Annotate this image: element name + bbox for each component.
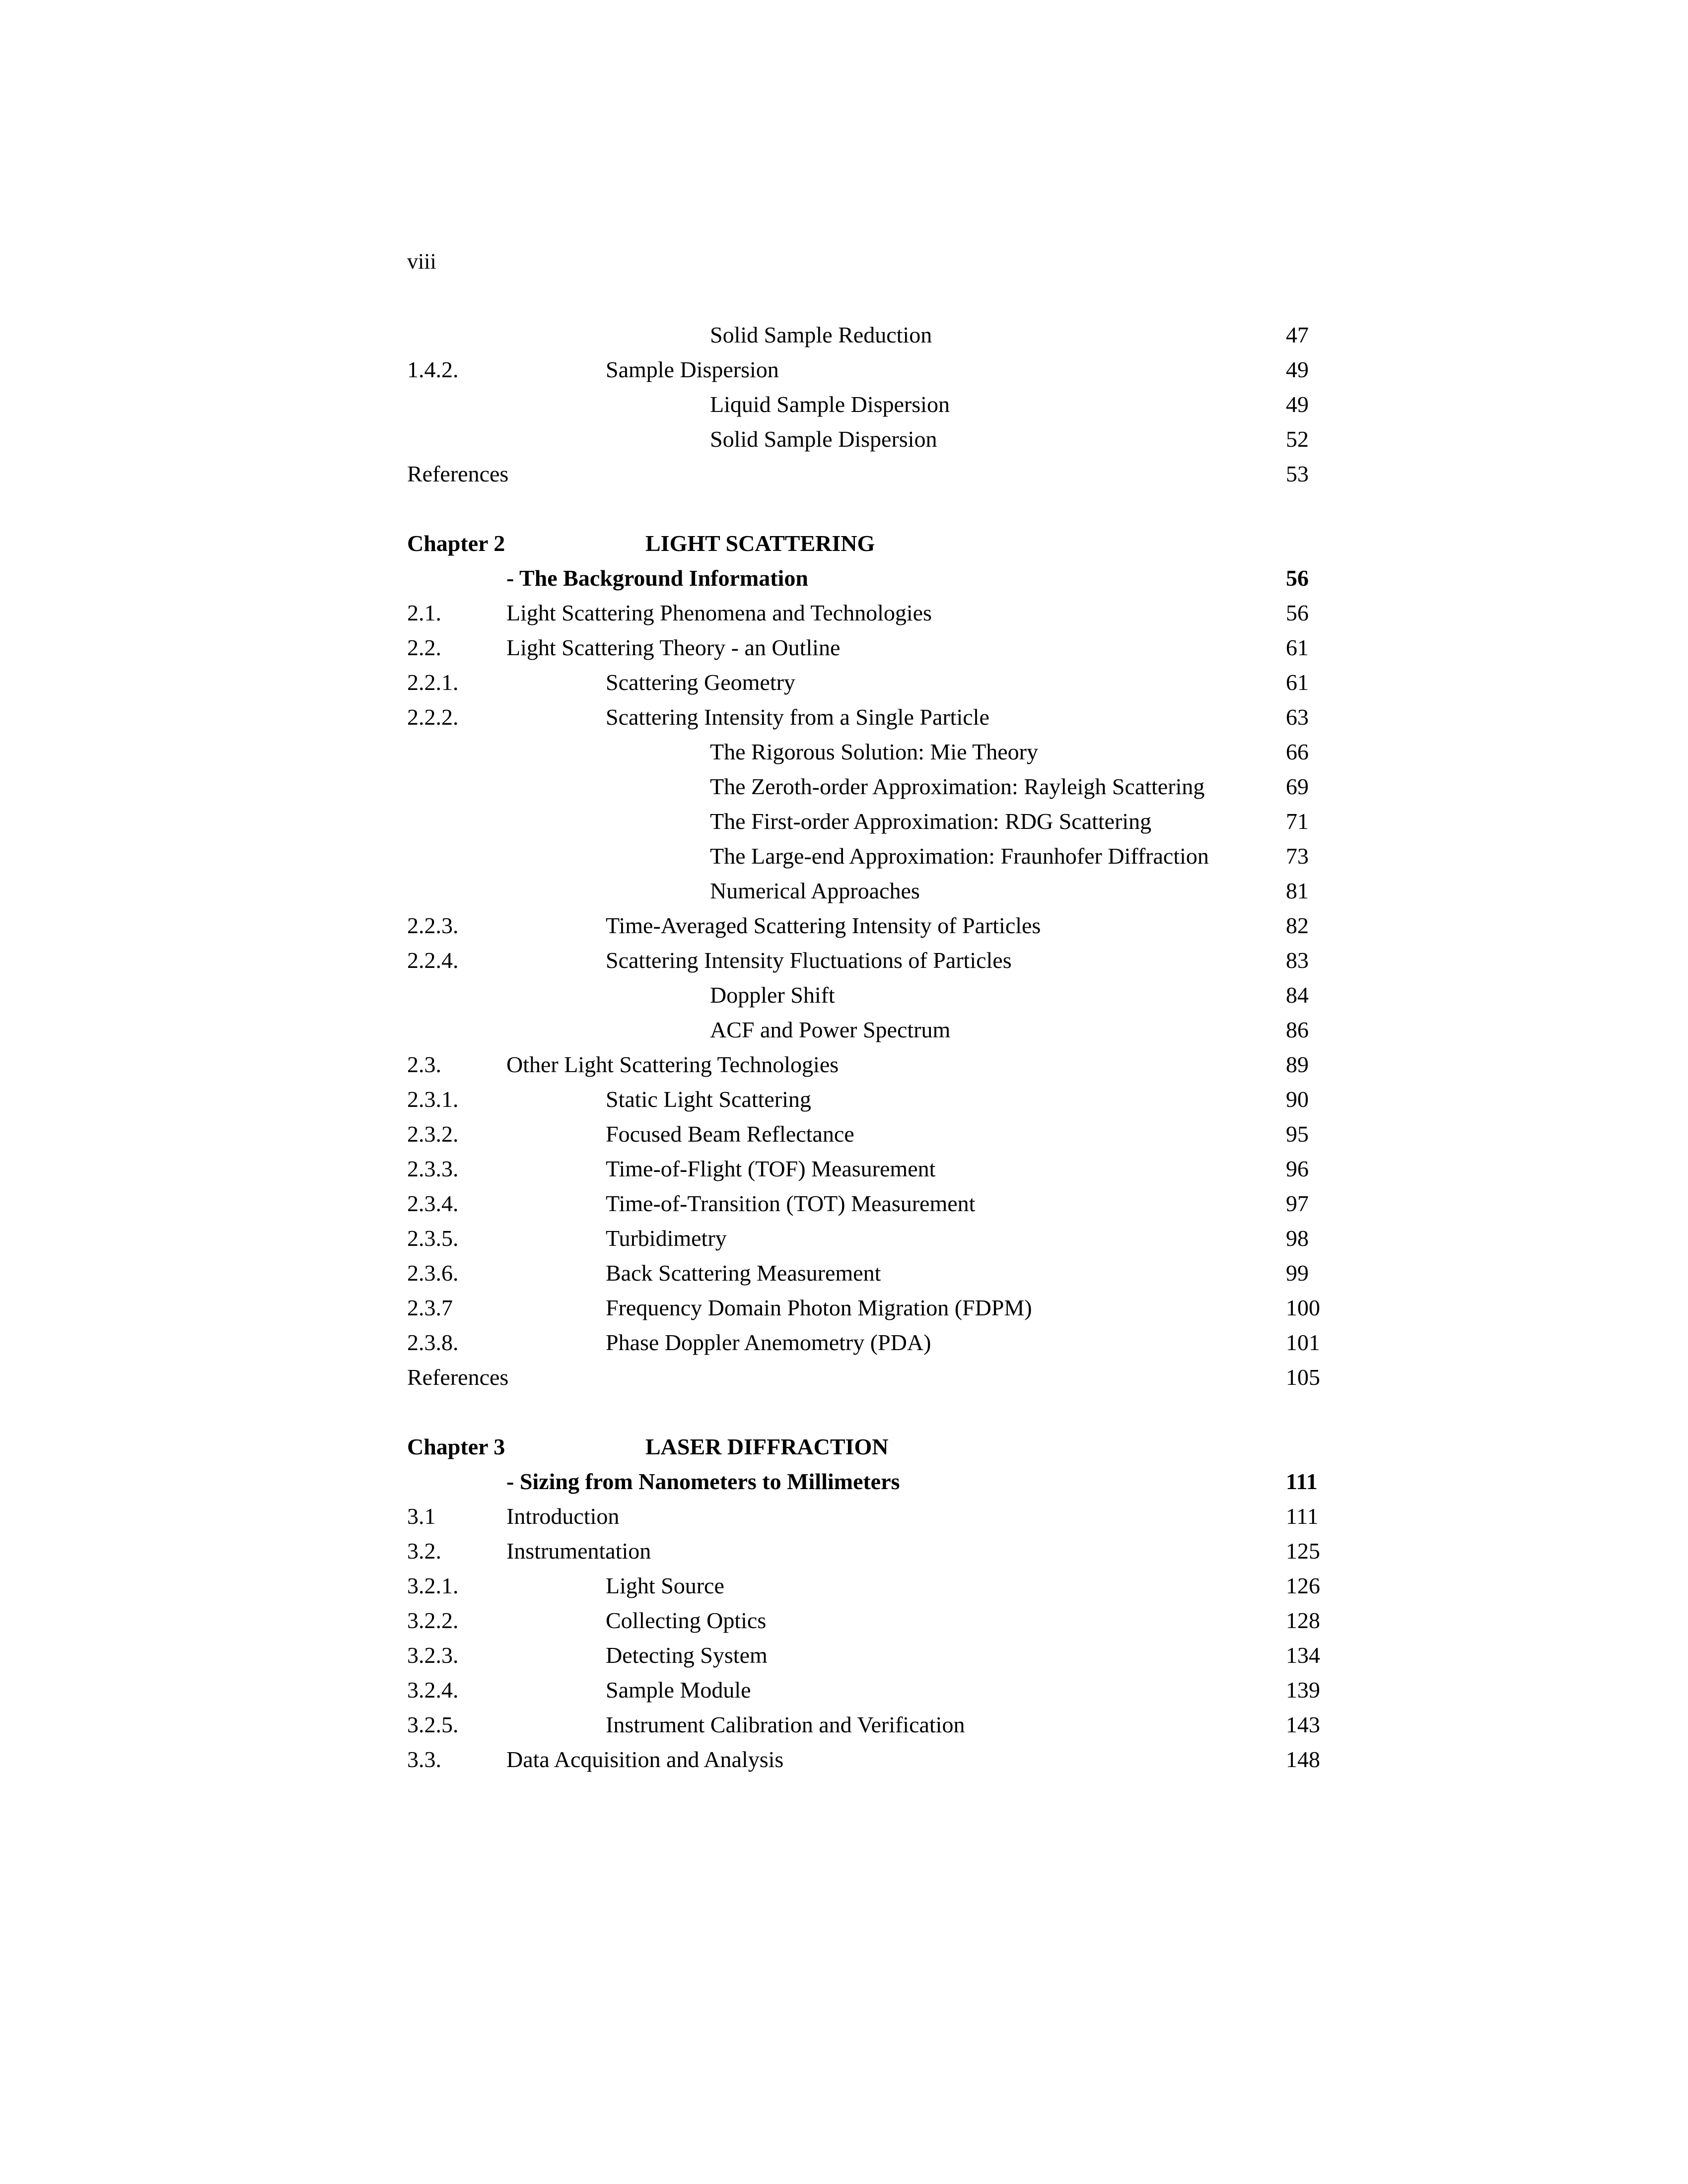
toc-entry[interactable]: [407, 1603, 1350, 1638]
toc-entry[interactable]: [407, 526, 1350, 561]
toc-entry-number: 2.3.2.: [407, 1121, 459, 1147]
toc-entry-page-number: 49: [1286, 357, 1309, 382]
toc-entry-page-number: 61: [1286, 635, 1309, 660]
toc-entry-page-number: 111: [1286, 1469, 1318, 1494]
toc-entry[interactable]: [407, 1186, 1350, 1221]
toc-entry-page-number: 47: [1286, 322, 1309, 347]
toc-entry[interactable]: [407, 457, 1350, 491]
toc-entry-number: 2.1.: [407, 600, 441, 625]
toc-entry-title: Light Scattering Phenomena and Technologies: [506, 600, 932, 625]
toc-entry-page-number: 69: [1286, 774, 1309, 799]
toc-entry-title: The Zeroth-order Approximation: Rayleigh Scattering: [710, 774, 1205, 799]
toc-entry-page-number: 66: [1286, 739, 1309, 764]
toc-entry-title: - The Background Information: [506, 565, 808, 591]
toc-entry-number: Chapter 3: [407, 1434, 505, 1459]
toc-entry-title: Frequency Domain Photon Migration (FDPM): [606, 1295, 1032, 1320]
toc-entry-title: ACF and Power Spectrum: [710, 1017, 951, 1042]
toc-entry-number: 3.2.2.: [407, 1608, 459, 1633]
toc-entry[interactable]: [407, 1673, 1350, 1707]
toc-entry-page-number: 148: [1286, 1747, 1320, 1772]
toc-entry-page-number: 98: [1286, 1226, 1309, 1251]
toc-entry-title: Static Light Scattering: [606, 1087, 811, 1112]
toc-entry-page-number: 125: [1286, 1538, 1320, 1564]
toc-entry-page-number: 128: [1286, 1608, 1320, 1633]
toc-entry[interactable]: [407, 908, 1350, 943]
toc-entry-title: Scattering Geometry: [606, 670, 795, 695]
toc-entry-page-number: 95: [1286, 1121, 1309, 1147]
toc-entry-title: LIGHT SCATTERING: [645, 531, 875, 556]
toc-entry[interactable]: [407, 839, 1350, 874]
toc-entry-number: 2.2.4.: [407, 948, 459, 973]
toc-entry-page-number: 100: [1286, 1295, 1320, 1320]
toc-entry-page-number: 61: [1286, 670, 1309, 695]
toc-entry[interactable]: [407, 804, 1350, 839]
toc-entry-number: 2.2.3.: [407, 913, 459, 938]
toc-entry-page-number: 82: [1286, 913, 1309, 938]
toc-entry-title: LASER DIFFRACTION: [645, 1434, 889, 1459]
toc-entry[interactable]: [407, 1117, 1350, 1152]
toc-entry-number: Chapter 2: [407, 531, 505, 556]
toc-entry[interactable]: [407, 1430, 1350, 1464]
toc-entry[interactable]: [407, 1360, 1350, 1395]
toc-entry-page-number: 71: [1286, 809, 1309, 834]
toc-entry-page-number: 97: [1286, 1191, 1309, 1216]
toc-entry-title: Instrument Calibration and Verification: [606, 1712, 965, 1737]
toc-entry[interactable]: [407, 318, 1350, 352]
toc-entry-page-number: 81: [1286, 878, 1309, 903]
toc-entry-number: 2.3.: [407, 1052, 441, 1077]
toc-entry-number: 2.3.5.: [407, 1226, 459, 1251]
toc-entry-page-number: 52: [1286, 426, 1309, 452]
toc-entry-page-number: 96: [1286, 1156, 1309, 1181]
toc-entry-title: Focused Beam Reflectance: [606, 1121, 854, 1147]
toc-entry-title: Time-Averaged Scattering Intensity of Particles: [606, 913, 1041, 938]
toc-entry-title: Scattering Intensity Fluctuations of Particles: [606, 948, 1012, 973]
toc-entry[interactable]: [407, 769, 1350, 804]
toc-entry[interactable]: [407, 352, 1350, 387]
toc-entry-number: 2.2.1.: [407, 670, 459, 695]
toc-entry-number: 3.1: [407, 1503, 436, 1529]
toc-entry-title: Solid Sample Dispersion: [710, 426, 937, 452]
toc-entry-number: 2.3.8.: [407, 1330, 459, 1355]
toc-entry[interactable]: [407, 700, 1350, 735]
toc-entry-page-number: 84: [1286, 982, 1309, 1008]
toc-entry-title: Scattering Intensity from a Single Particle: [606, 704, 989, 730]
toc-entry[interactable]: [407, 630, 1350, 665]
toc-entry-number: 3.2.1.: [407, 1573, 459, 1598]
toc-entry[interactable]: [407, 1325, 1350, 1360]
toc-entry-title: Other Light Scattering Technologies: [506, 1052, 839, 1077]
toc-entry-title: Detecting System: [606, 1642, 768, 1668]
toc-entry-page-number: 143: [1286, 1712, 1320, 1737]
page-folio: viii: [407, 249, 436, 273]
toc-entry-page-number: 53: [1286, 461, 1309, 486]
toc-entry-number: 1.4.2.: [407, 357, 459, 382]
toc-entry[interactable]: [407, 735, 1350, 769]
toc-entry-page-number: 49: [1286, 392, 1309, 417]
toc-entry-page-number: 83: [1286, 948, 1309, 973]
toc-entry-title: Solid Sample Reduction: [710, 322, 932, 347]
toc-entry-title: - Sizing from Nanometers to Millimeters: [506, 1469, 900, 1494]
toc-entry-number: 3.2.: [407, 1538, 441, 1564]
toc-entry-number: 2.3.6.: [407, 1260, 459, 1286]
table-of-contents: [407, 318, 1350, 1777]
toc-entry-title: Instrumentation: [506, 1538, 651, 1564]
toc-entry-page-number: 73: [1286, 843, 1309, 869]
toc-entry-title: Liquid Sample Dispersion: [710, 392, 950, 417]
toc-entry-title: Doppler Shift: [710, 982, 835, 1008]
toc-entry-page-number: 86: [1286, 1017, 1309, 1042]
toc-entry[interactable]: [407, 1256, 1350, 1291]
toc-entry[interactable]: [407, 874, 1350, 908]
toc-entry-page-number: 63: [1286, 704, 1309, 730]
toc-entry-number: 3.2.5.: [407, 1712, 459, 1737]
toc-spacer: [407, 1395, 1350, 1430]
toc-entry-title: Light Scattering Theory - an Outline: [506, 635, 841, 660]
toc-entry-title: Sample Dispersion: [606, 357, 779, 382]
toc-entry[interactable]: [407, 1742, 1350, 1777]
toc-entry[interactable]: [407, 1291, 1350, 1325]
toc-entry[interactable]: [407, 387, 1350, 422]
toc-entry[interactable]: [407, 1152, 1350, 1186]
toc-entry[interactable]: [407, 1013, 1350, 1047]
toc-entry[interactable]: [407, 1047, 1350, 1082]
toc-entry-page-number: 139: [1286, 1677, 1320, 1703]
toc-entry-title: References: [407, 461, 509, 486]
toc-entry-page-number: 90: [1286, 1087, 1309, 1112]
toc-entry-number: 2.3.3.: [407, 1156, 459, 1181]
toc-entry[interactable]: [407, 1464, 1350, 1499]
toc-entry-number: 2.3.7: [407, 1295, 453, 1320]
toc-entry-title: Time-of-Transition (TOT) Measurement: [606, 1191, 976, 1216]
toc-entry[interactable]: [407, 978, 1350, 1013]
toc-entry-title: Phase Doppler Anemometry (PDA): [606, 1330, 931, 1355]
toc-entry-page-number: 56: [1286, 600, 1309, 625]
toc-entry-page-number: 101: [1286, 1330, 1320, 1355]
toc-entry-title: Time-of-Flight (TOF) Measurement: [606, 1156, 936, 1181]
toc-entry[interactable]: [407, 1499, 1350, 1534]
toc-entry-number: 3.2.3.: [407, 1642, 459, 1668]
toc-entry-title: Data Acquisition and Analysis: [506, 1747, 784, 1772]
toc-entry[interactable]: [407, 1221, 1350, 1256]
toc-entry-title: Introduction: [506, 1503, 620, 1529]
toc-spacer: [407, 491, 1350, 526]
toc-entry[interactable]: [407, 596, 1350, 630]
toc-entry-title: References: [407, 1365, 509, 1390]
toc-entry-number: 2.3.1.: [407, 1087, 459, 1112]
toc-entry-title: Turbidimetry: [606, 1226, 727, 1251]
toc-entry-title: The First-order Approximation: RDG Scattering: [710, 809, 1152, 834]
toc-entry-title: Back Scattering Measurement: [606, 1260, 881, 1286]
toc-entry-number: 3.2.4.: [407, 1677, 459, 1703]
toc-entry-title: The Large-end Approximation: Fraunhofer Diffraction: [710, 843, 1209, 869]
toc-entry-title: Light Source: [606, 1573, 724, 1598]
toc-entry-number: 2.3.4.: [407, 1191, 459, 1216]
toc-entry-number: 3.3.: [407, 1747, 441, 1772]
toc-entry[interactable]: [407, 1082, 1350, 1117]
toc-entry-number: 2.2.: [407, 635, 441, 660]
toc-entry[interactable]: [407, 1569, 1350, 1603]
toc-entry-page-number: 111: [1286, 1503, 1319, 1529]
toc-entry-page-number: 126: [1286, 1573, 1320, 1598]
toc-entry-title: Numerical Approaches: [710, 878, 920, 903]
toc-entry[interactable]: [407, 1707, 1350, 1742]
toc-entry[interactable]: [407, 1534, 1350, 1569]
toc-entry[interactable]: [407, 561, 1350, 596]
toc-entry-title: The Rigorous Solution: Mie Theory: [710, 739, 1039, 764]
toc-entry-page-number: 89: [1286, 1052, 1309, 1077]
toc-entry-page-number: 134: [1286, 1642, 1320, 1668]
toc-entry[interactable]: [407, 665, 1350, 700]
toc-entry-page-number: 105: [1286, 1365, 1320, 1390]
toc-entry[interactable]: [407, 1638, 1350, 1673]
toc-entry[interactable]: [407, 943, 1350, 978]
toc-entry-number: 2.2.2.: [407, 704, 459, 730]
toc-entry-page-number: 99: [1286, 1260, 1309, 1286]
toc-entry-title: Sample Module: [606, 1677, 751, 1703]
toc-entry-title: Collecting Optics: [606, 1608, 767, 1633]
toc-entry[interactable]: [407, 422, 1350, 457]
toc-entry-page-number: 56: [1286, 565, 1309, 591]
